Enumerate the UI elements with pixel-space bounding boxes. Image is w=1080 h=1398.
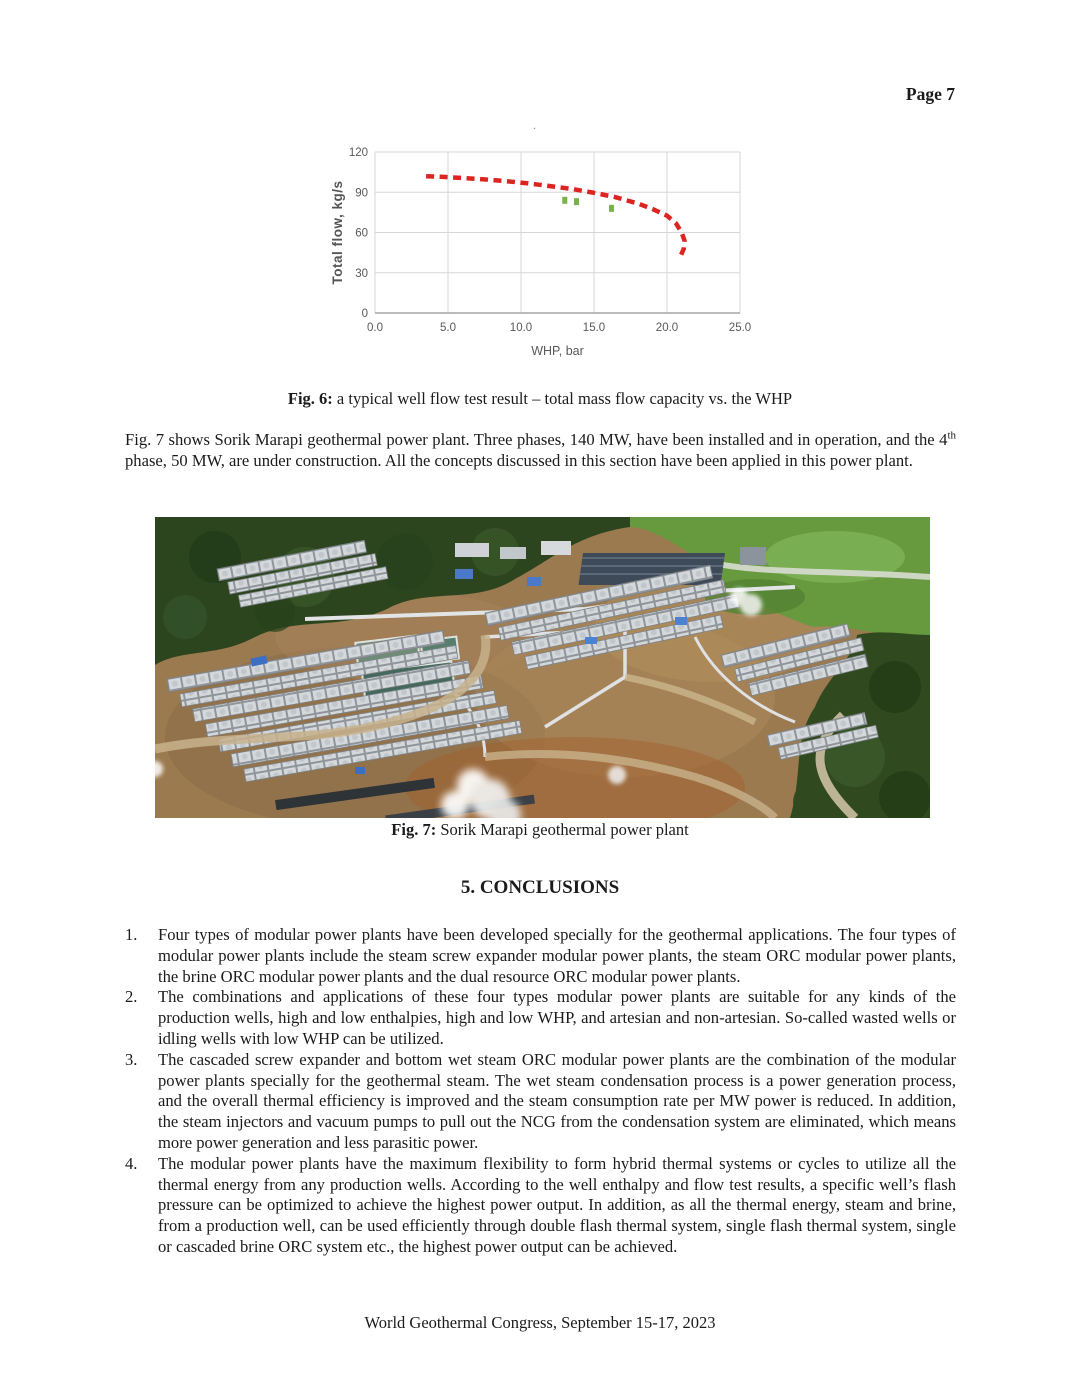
intro-paragraph-part1: Fig. 7 shows Sorik Marapi geothermal power plant. Three phases, 140 MW, have been installed and in operation, and the 4 xyxy=(125,430,948,449)
x-tick-label: 5.0 xyxy=(440,322,456,334)
intro-paragraph xyxy=(125,429,956,471)
conclusion-item-1 xyxy=(125,925,956,987)
conclusion-item-number: 1. xyxy=(125,925,138,944)
conclusion-item-3 xyxy=(125,1050,956,1154)
conclusion-item-text: The combinations and applications of these four types modular power plants are suitable for any kinds of the production wells, high and low enthalpies, high and low WHP, and artesian and non-artesian. So-called wasted wells or idling wells with low WHP can be utilized. xyxy=(158,987,956,1048)
conclusion-item-2 xyxy=(125,987,956,1049)
figure7-caption xyxy=(0,820,1080,840)
flow-capacity-curve xyxy=(426,176,684,255)
ordinal-superscript: th xyxy=(947,429,956,442)
footer-text: World Geothermal Congress, September 15-17, 2023 xyxy=(364,1313,716,1332)
aerial-photo-svg xyxy=(155,517,930,818)
x-tick-label: 0.0 xyxy=(367,322,383,334)
y-tick-label: 0 xyxy=(361,308,368,320)
flow-test-point xyxy=(574,198,579,205)
conclusion-item-number: 4. xyxy=(125,1153,138,1173)
y-axis-label: Total flow, kg/s xyxy=(330,180,345,285)
flow-test-point xyxy=(562,197,567,204)
conclusion-item-text: The cascaded screw expander and bottom wet steam ORC modular power plants are the combination of the modular power plants specially for the geothermal steam. The wet steam condensation process is a power generation process, and the overall thermal efficiency is improved and the steam consumption rate per MW power is reduced. In addition, the steam injectors and vacuum pumps to pull out the NCG from the condensation system are eliminated, which means more power generation and less parasitic power. xyxy=(158,1049,956,1152)
x-tick-label: 25.0 xyxy=(728,322,752,334)
print-artifact-dot: . xyxy=(533,118,536,132)
figure7-caption-text: Sorik Marapi geothermal power plant xyxy=(436,820,689,839)
x-tick-label: 10.0 xyxy=(509,322,533,334)
x-axis-label: WHP, bar xyxy=(531,344,584,358)
figure6-caption xyxy=(0,389,1080,409)
figure6-caption-label: Fig. 6: xyxy=(287,389,333,408)
figure7-caption-label: Fig. 7: xyxy=(391,820,437,839)
flow-chart-svg xyxy=(330,125,770,372)
conclusion-item-4 xyxy=(125,1154,956,1258)
figure7-photo xyxy=(155,517,930,818)
conclusion-item-number: 2. xyxy=(125,987,138,1007)
flow-test-point xyxy=(609,205,614,212)
y-tick-label: 30 xyxy=(355,267,368,280)
intro-paragraph-part2: phase, 50 MW, are under construction. All the concepts discussed in this section have been applied in this power plant. xyxy=(125,451,913,470)
conclusion-item-text: Four types of modular power plants have been developed specially for the geothermal applications. The four types of modular power plants include the steam screw expander modular power plants, the steam ORC modular power plants, the brine ORC modular power plants and the dual resource ORC modular power plants. xyxy=(158,925,956,986)
y-tick-label: 90 xyxy=(355,187,368,200)
conclusions-list xyxy=(125,925,956,1258)
page-number: Page 7 xyxy=(905,84,955,104)
figure6-chart xyxy=(330,125,770,372)
figure6-caption-text: a typical well flow test result – total mass flow capacity vs. the WHP xyxy=(332,389,793,408)
x-tick-label: 20.0 xyxy=(655,322,679,334)
y-tick-label: 120 xyxy=(348,147,368,159)
conclusion-item-number: 3. xyxy=(125,1049,138,1069)
y-tick-label: 60 xyxy=(355,227,368,240)
conclusions-heading: 5. CONCLUSIONS xyxy=(460,877,620,898)
conclusion-item-text: The modular power plants have the maximum flexibility to form hybrid thermal systems or cycles to utilize all the thermal energy from any production wells. According to the well enthalpy and flow test results, a specific well’s flash pressure can be optimized to achieve the highest power output. In addition, as all the thermal energy, steam and brine, from a production well, can be used efficiently through double flash thermal system, single flash thermal system, single or cascaded brine ORC system etc., the highest power output can be achieved. xyxy=(158,1153,956,1256)
x-tick-label: 15.0 xyxy=(582,322,606,334)
